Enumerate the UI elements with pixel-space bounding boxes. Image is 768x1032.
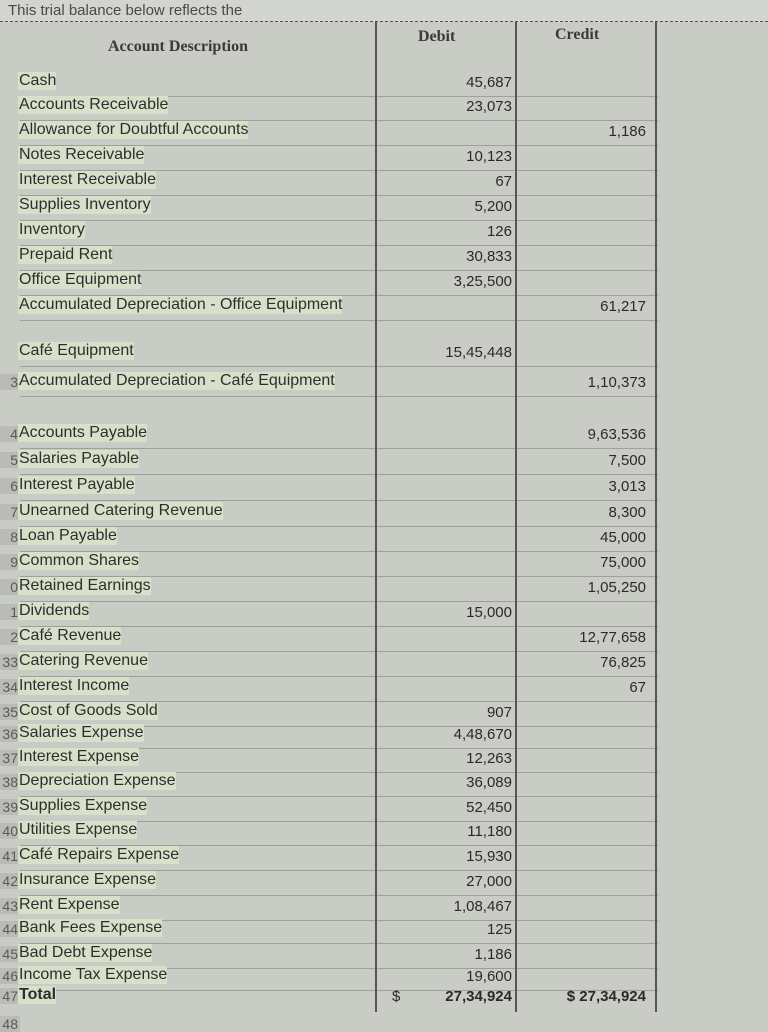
credit-cell[interactable]: 7,500 bbox=[608, 452, 646, 469]
grid-line bbox=[20, 601, 658, 602]
debit-cell[interactable]: 27,000 bbox=[466, 873, 512, 890]
account-name-cell[interactable]: Salaries Expense bbox=[19, 724, 144, 741]
account-name-cell[interactable]: Café Repairs Expense bbox=[19, 846, 180, 863]
debit-cell[interactable]: 5,200 bbox=[474, 198, 512, 215]
row-number[interactable]: 37 bbox=[0, 750, 20, 766]
debit-cell[interactable]: 52,450 bbox=[466, 799, 512, 816]
column-border bbox=[375, 22, 377, 1012]
debit-cell[interactable]: 15,45,448 bbox=[445, 344, 512, 361]
debit-cell[interactable]: 36,089 bbox=[466, 774, 512, 791]
column-border bbox=[515, 22, 517, 1012]
debit-cell[interactable]: 30,833 bbox=[466, 248, 512, 265]
grid-line bbox=[20, 448, 658, 449]
row-number[interactable]: 34 bbox=[0, 679, 20, 695]
account-name-cell[interactable]: Retained Earnings bbox=[19, 577, 151, 594]
header-debit[interactable]: Debit bbox=[418, 28, 456, 45]
credit-cell[interactable]: 1,10,373 bbox=[587, 374, 646, 391]
row-number[interactable]: 42 bbox=[0, 873, 20, 889]
row-number[interactable]: 33 bbox=[0, 654, 20, 670]
header-credit[interactable]: Credit bbox=[555, 26, 600, 43]
account-name-cell[interactable]: Bad Debt Expense bbox=[19, 944, 153, 961]
account-name-cell[interactable]: Allowance for Doubtful Accounts bbox=[19, 121, 249, 138]
row-number[interactable]: 40 bbox=[0, 823, 20, 839]
row-number[interactable]: 1 bbox=[0, 604, 20, 620]
debit-cell[interactable]: 67 bbox=[495, 173, 512, 190]
account-name-cell[interactable]: Accumulated Depreciation - Office Equipment bbox=[19, 296, 343, 313]
account-name-cell[interactable]: Cash bbox=[19, 72, 57, 89]
debit-cell[interactable]: 23,073 bbox=[466, 98, 512, 115]
grid-line bbox=[20, 320, 658, 321]
credit-cell[interactable]: 3,013 bbox=[608, 478, 646, 495]
debit-cell[interactable]: 10,123 bbox=[466, 148, 512, 165]
account-name-cell[interactable]: Notes Receivable bbox=[19, 146, 145, 163]
total-debit[interactable]: 27,34,924 bbox=[445, 988, 512, 1005]
row-number[interactable]: 47 bbox=[0, 988, 20, 1004]
account-name-cell[interactable]: Common Shares bbox=[19, 552, 140, 569]
row-number[interactable]: 9 bbox=[0, 554, 20, 570]
account-name-cell[interactable]: Income Tax Expense bbox=[19, 966, 168, 983]
debit-cell[interactable]: 1,08,467 bbox=[453, 898, 512, 915]
account-name-cell[interactable]: Interest Payable bbox=[19, 476, 135, 493]
account-name-cell[interactable]: Accounts Receivable bbox=[19, 96, 169, 113]
credit-cell[interactable]: 75,000 bbox=[600, 554, 646, 571]
account-name-cell[interactable]: Accounts Payable bbox=[19, 424, 148, 441]
account-name-cell[interactable]: Supplies Expense bbox=[19, 797, 148, 814]
account-name-cell[interactable]: Office Equipment bbox=[19, 271, 142, 288]
credit-cell[interactable]: 67 bbox=[629, 679, 646, 696]
account-name-cell[interactable]: Rent Expense bbox=[19, 896, 120, 913]
grid-line bbox=[20, 245, 658, 246]
header-account-description[interactable]: Account Description bbox=[108, 38, 248, 55]
credit-cell[interactable]: 61,217 bbox=[600, 298, 646, 315]
account-name-cell[interactable]: Café Revenue bbox=[19, 627, 122, 644]
account-name-cell[interactable]: Utilities Expense bbox=[19, 821, 138, 838]
row-number[interactable]: 6 bbox=[0, 478, 20, 494]
row-number[interactable]: 41 bbox=[0, 848, 20, 864]
debit-cell[interactable]: 12,263 bbox=[466, 750, 512, 767]
credit-cell[interactable]: 12,77,658 bbox=[579, 629, 646, 646]
row-number[interactable]: 5 bbox=[0, 452, 20, 468]
row-number[interactable]: 0 bbox=[0, 579, 20, 595]
row-number[interactable]: 8 bbox=[0, 529, 20, 545]
credit-cell[interactable]: 76,825 bbox=[600, 654, 646, 671]
row-number[interactable]: 45 bbox=[0, 946, 20, 962]
debit-cell[interactable]: 125 bbox=[486, 921, 512, 938]
row-number[interactable]: 7 bbox=[0, 504, 20, 520]
debit-cell[interactable]: 126 bbox=[486, 223, 512, 240]
grid-line bbox=[20, 220, 658, 221]
row-number[interactable]: 2 bbox=[0, 629, 20, 645]
credit-cell[interactable]: 45,000 bbox=[600, 529, 646, 546]
account-name-cell[interactable]: Cost of Goods Sold bbox=[19, 702, 158, 719]
account-name-cell[interactable]: Supplies Inventory bbox=[19, 196, 151, 213]
row-number[interactable]: 38 bbox=[0, 774, 20, 790]
account-name-cell[interactable]: Bank Fees Expense bbox=[19, 919, 163, 936]
debit-cell[interactable]: 907 bbox=[486, 704, 512, 721]
account-name-cell[interactable]: Unearned Catering Revenue bbox=[19, 502, 223, 519]
grid-line bbox=[20, 474, 658, 475]
debit-cell[interactable]: 11,180 bbox=[467, 823, 512, 840]
account-name-cell[interactable]: Depreciation Expense bbox=[19, 772, 176, 789]
credit-cell[interactable]: 8,300 bbox=[608, 504, 646, 521]
account-name-cell[interactable]: Accumulated Depreciation - Café Equipment bbox=[19, 372, 335, 389]
row-number[interactable]: 44 bbox=[0, 921, 20, 937]
total-label[interactable]: Total bbox=[19, 986, 57, 1003]
account-name-cell[interactable]: Dividends bbox=[19, 602, 90, 619]
debit-cell[interactable]: 15,930 bbox=[466, 848, 512, 865]
row-number[interactable]: 4 bbox=[0, 426, 20, 442]
account-name-cell[interactable]: Prepaid Rent bbox=[19, 246, 113, 263]
debit-cell[interactable]: 3,25,500 bbox=[453, 273, 512, 290]
grid-line bbox=[20, 500, 658, 501]
account-name-cell[interactable]: Interest Receivable bbox=[19, 171, 156, 188]
grid-line bbox=[20, 366, 658, 367]
column-border bbox=[655, 22, 657, 1012]
credit-cell[interactable]: 1,186 bbox=[608, 123, 646, 140]
account-name-cell[interactable]: Interest Income bbox=[19, 677, 130, 694]
row-number[interactable]: 35 bbox=[0, 704, 20, 720]
debit-cell[interactable]: 4,48,670 bbox=[453, 726, 512, 743]
account-name-cell[interactable]: Insurance Expense bbox=[19, 871, 156, 888]
row-number[interactable]: 39 bbox=[0, 799, 20, 815]
row-number[interactable]: 3 bbox=[0, 374, 20, 390]
debit-cell[interactable]: 15,000 bbox=[466, 604, 512, 621]
account-name-cell[interactable]: Interest Expense bbox=[19, 748, 140, 765]
debit-cell[interactable]: 1,186 bbox=[474, 946, 512, 963]
account-name-cell[interactable]: Catering Revenue bbox=[19, 652, 148, 669]
spreadsheet bbox=[0, 22, 768, 1032]
debit-cell[interactable]: 45,687 bbox=[466, 74, 512, 91]
account-name-cell[interactable]: Loan Payable bbox=[19, 527, 117, 544]
credit-cell[interactable]: 1,05,250 bbox=[587, 579, 646, 596]
row-number[interactable]: 46 bbox=[0, 968, 20, 984]
row-number[interactable]: 48 bbox=[0, 1016, 20, 1032]
account-name-cell[interactable]: Café Equipment bbox=[19, 342, 134, 359]
caption-text: This trial balance below reflects the bbox=[0, 0, 768, 22]
credit-cell[interactable]: 9,63,536 bbox=[587, 426, 646, 443]
total-debit-currency[interactable]: $ bbox=[392, 988, 401, 1005]
total-credit[interactable]: $ 27,34,924 bbox=[566, 988, 646, 1005]
account-name-cell[interactable]: Inventory bbox=[19, 221, 85, 238]
debit-cell[interactable]: 19,600 bbox=[466, 968, 512, 985]
grid-line bbox=[20, 396, 658, 397]
account-name-cell[interactable]: Salaries Payable bbox=[19, 450, 140, 467]
row-number[interactable]: 36 bbox=[0, 726, 20, 742]
row-number[interactable]: 43 bbox=[0, 898, 20, 914]
